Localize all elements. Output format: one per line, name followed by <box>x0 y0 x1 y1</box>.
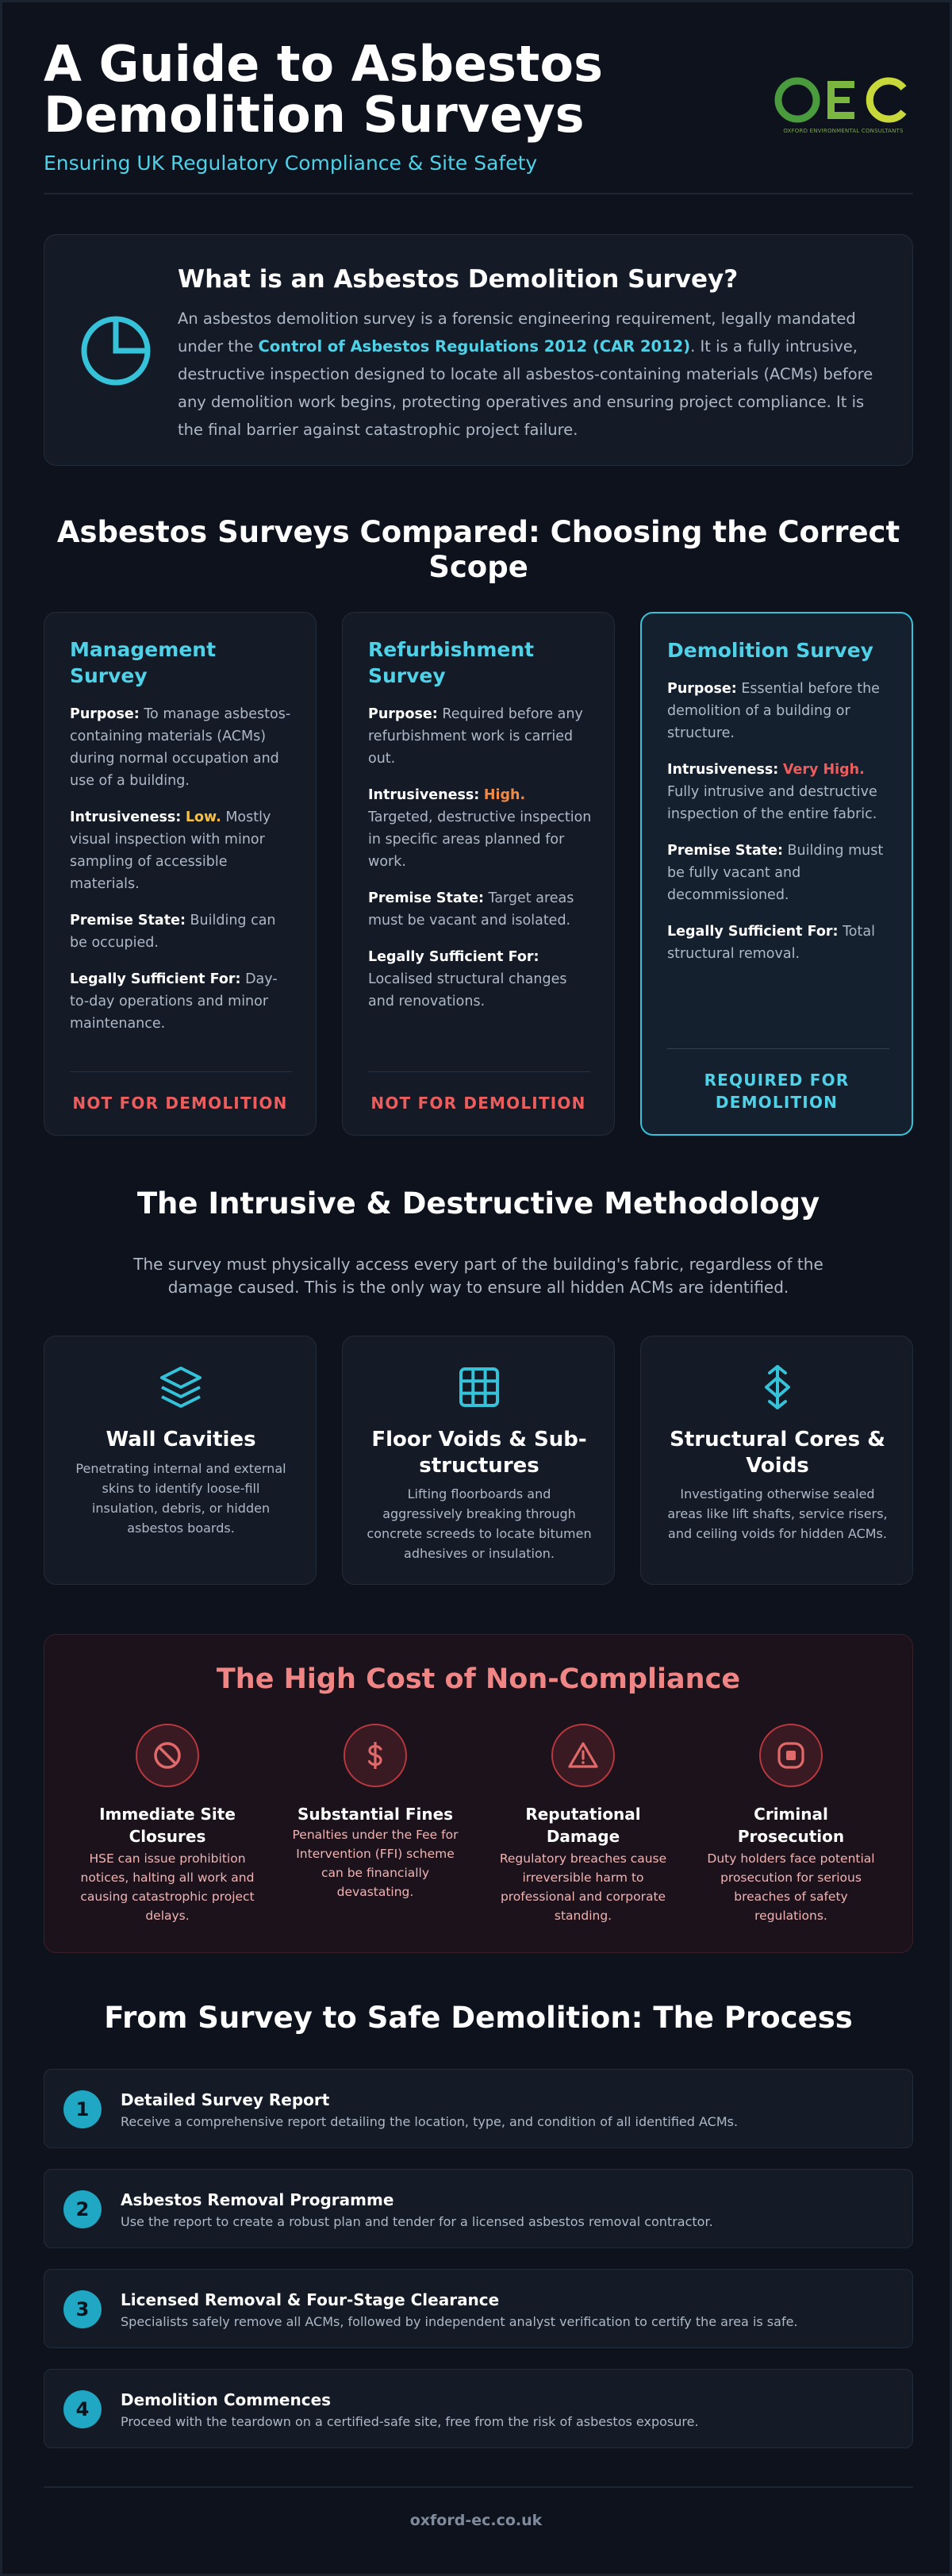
item-desc: HSE can issue prohibition notices, halting all work and causing catastrophic project delays. <box>80 1851 255 1923</box>
method-desc: Investigating otherwise sealed areas like lift shafts, service risers, and ceiling voids for hidden ACMs. <box>667 1486 888 1541</box>
card-title: Refurbishment Survey <box>368 638 535 687</box>
management-survey-card <box>44 612 317 1136</box>
intro-card <box>44 234 913 466</box>
refurbishment-survey-card <box>342 612 615 1136</box>
item-title: Immediate Site Closures <box>99 1805 236 1846</box>
step-number: 1 <box>63 2090 102 2128</box>
car-2012-highlight: Control of Asbestos Regulations 2012 (CAR 2012) <box>258 337 691 356</box>
wall-cavities-card <box>44 1336 317 1585</box>
grid-icon <box>455 1363 503 1411</box>
step-number: 4 <box>63 2390 102 2428</box>
step-desc: Use the report to create a robust plan and tender for a licensed asbestos removal contractor. <box>121 2214 713 2229</box>
step-title: Demolition Commences <box>121 2390 332 2409</box>
step-title: Licensed Removal & Four-Stage Clearance <box>121 2290 500 2309</box>
method-desc: Lifting floorboards and aggressively breaking through concrete screeds to locate bitumen adhesives or insulation. <box>367 1486 592 1561</box>
card-title: Management Survey <box>70 638 217 687</box>
intro-title: What is an Asbestos Demolition Survey? <box>178 265 739 294</box>
item-desc: Regulatory breaches cause irreversible harm to professional and corporate standing. <box>499 1851 667 1923</box>
step-title: Detailed Survey Report <box>121 2090 330 2109</box>
card-title: Demolition Survey <box>667 639 873 662</box>
process-step-3 <box>44 2269 913 2348</box>
card-divider <box>70 1071 292 1072</box>
non-compliance-panel <box>44 1634 913 1953</box>
warning-icon <box>551 1724 615 1787</box>
intrusiveness-text: Intrusiveness: Very High. Fully intrusive and destructive inspection of the entire fabric. <box>667 762 877 822</box>
step-number: 3 <box>63 2290 102 2328</box>
process-step-4 <box>44 2369 913 2448</box>
intrusiveness-level: Low. <box>185 809 221 825</box>
pie-chart-icon <box>79 314 152 387</box>
premise-text: Premise State: Target areas must be vacant and isolated. <box>368 890 574 929</box>
item-desc: Duty holders face potential prosecution for serious breaches of safety regulations. <box>707 1851 875 1923</box>
header-divider <box>44 193 913 194</box>
intro-body-text: An asbestos demolition survey is a forensic engineering requirement, legally mandated under the <box>178 310 856 356</box>
purpose-text: Purpose: Required before any refurbishment work is carried out. <box>368 706 583 767</box>
stop-icon <box>759 1724 823 1787</box>
oec-logo-mark <box>774 74 913 126</box>
purpose-text: Purpose: To manage asbestos-containing materials (ACMs) during normal occupation and use of a building. <box>70 706 291 789</box>
card-divider <box>368 1071 590 1072</box>
item-desc: Penalties under the Fee for Intervention (FFI) scheme can be financially devastating. <box>292 1828 459 1899</box>
intro-body-text-end: . It is a fully intrusive, destructive inspection designed to locate all asbestos-containing materials (ACMs) before any demolition work begins, protecting operatives and ensuring project compliance. It is the final barrier against catastrophic project failure. <box>178 337 873 439</box>
premise-text: Premise State: Building can be occupied. <box>70 913 276 951</box>
step-desc: Specialists safely remove all ACMs, followed by independent analyst verification to certify the area is safe. <box>121 2314 798 2329</box>
item-title: Substantial Fines <box>297 1805 454 1824</box>
method-desc: Penetrating internal and external skins to identify loose-fill insulation, debris, or hidden asbestos boards. <box>75 1461 286 1536</box>
methodology-intro: The survey must physically access every part of the building's fabric, regardless of the damage caused. This is the only way to ensure all hidden ACMs are identified. <box>133 1255 823 1297</box>
not-for-demolition-label: NOT FOR DEMOLITION <box>370 1094 586 1113</box>
step-number: 2 <box>63 2190 102 2228</box>
required-for-demolition-label: REQUIRED FOR DEMOLITION <box>704 1071 850 1112</box>
intrusiveness-text: Intrusiveness: High. Targeted, destructive inspection in specific areas planned for work. <box>368 787 592 870</box>
dollar-icon <box>344 1724 407 1787</box>
item-title: Criminal Prosecution <box>737 1805 845 1846</box>
step-title: Asbestos Removal Programme <box>121 2190 394 2209</box>
method-title: Structural Cores & Voids <box>670 1428 885 1478</box>
floor-voids-card <box>342 1336 615 1585</box>
step-desc: Proceed with the teardown on a certified-safe site, free from the risk of asbestos exposure. <box>121 2414 699 2429</box>
intrusiveness-text: Intrusiveness: Low. Mostly visual inspection with minor sampling of accessible materials. <box>70 809 271 892</box>
ban-icon <box>136 1724 199 1787</box>
legal-text: Legally Sufficient For: Total structural removal. <box>667 924 875 962</box>
page-title: A Guide to Asbestos Demolition Surveys <box>44 35 604 144</box>
process-step-1 <box>44 2069 913 2148</box>
structure-icon <box>754 1363 801 1411</box>
item-title: Reputational Damage <box>525 1805 641 1846</box>
footer-website: oxford-ec.co.uk <box>409 2512 543 2529</box>
process-step-2 <box>44 2169 913 2248</box>
legal-text: Legally Sufficient For: Localised structural changes and renovations. <box>368 949 567 1009</box>
methodology-title: The Intrusive & Destructive Methodology <box>136 1186 820 1221</box>
not-for-demolition-label: NOT FOR DEMOLITION <box>72 1094 288 1113</box>
step-desc: Receive a comprehensive report detailing the location, type, and condition of all identified ACMs. <box>121 2114 739 2129</box>
oec-logo <box>774 74 913 145</box>
logo-caption: OXFORD ENVIRONMENTAL CONSULTANTS <box>783 128 904 134</box>
purpose-text: Purpose: Essential before the demolition of a building or structure. <box>667 681 880 741</box>
header <box>44 35 913 198</box>
card-divider <box>667 1048 889 1049</box>
premise-text: Premise State: Building must be fully vacant and decommissioned. <box>667 843 884 903</box>
method-title: Wall Cavities <box>106 1428 256 1451</box>
comparison-title: Asbestos Surveys Compared: Choosing the Correct Scope <box>56 515 900 584</box>
non-compliance-title: The High Cost of Non-Compliance <box>216 1663 741 1695</box>
process-title: From Survey to Safe Demolition: The Process <box>104 2001 853 2035</box>
footer-divider <box>44 2486 913 2488</box>
structural-cores-card <box>640 1336 913 1585</box>
layers-icon <box>157 1363 205 1411</box>
intrusiveness-level: High. <box>483 787 526 803</box>
intrusiveness-level: Very High. <box>782 762 865 778</box>
page-subtitle: Ensuring UK Regulatory Compliance & Site Safety <box>44 152 538 175</box>
intro-body <box>178 305 884 444</box>
method-title: Floor Voids & Sub-structures <box>371 1428 587 1478</box>
legal-text: Legally Sufficient For: Day-to-day operations and minor maintenance. <box>70 971 278 1032</box>
demolition-survey-card <box>640 612 913 1136</box>
